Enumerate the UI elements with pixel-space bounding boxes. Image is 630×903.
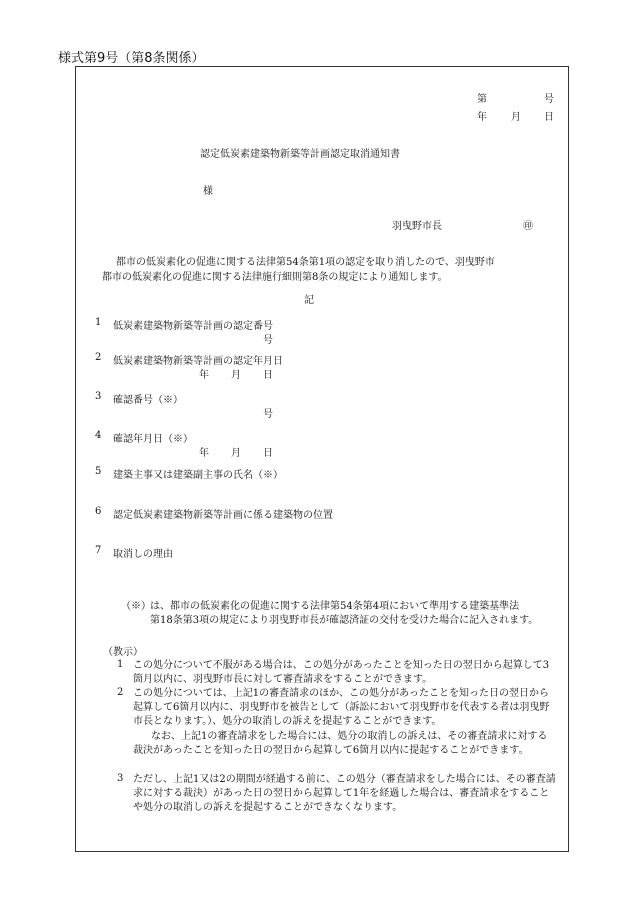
item-4-day: 日: [263, 448, 273, 459]
item-2-label: 低炭素建築物新築等計画の認定年月日: [113, 356, 283, 367]
item-4-month: 月: [231, 448, 241, 459]
number-dai: 第: [477, 94, 487, 105]
instruction-1-text: この処分について不服がある場合は、この処分があったことを知った日の翌日から起算して3箇月以内に、羽曳野市長に対して審査請求をすることができます。: [133, 660, 550, 685]
item-3-go: 号: [263, 409, 273, 420]
item-4-num: 4: [95, 430, 102, 441]
item-7-label: 取消しの理由: [113, 549, 173, 560]
instruction-2-text: この処分については、上記1の審査請求のほか、この処分があったことを知った日の翌日から起算して6箇月以内に、羽曳野市を被告として（訴訟において羽曳野市を代表する者は羽曳野市長となります。）、処分の取消しの訴えを提起することができます。: [133, 688, 550, 727]
sender-name: 羽曳野市長: [392, 221, 442, 232]
addressee-sama: 様: [203, 186, 213, 197]
instruction-1-num: 1: [117, 659, 124, 670]
body-line-2: 都市の低炭素化の促進に関する法律施行細則第8条の規定により通知します。: [102, 272, 448, 283]
note-line-1: は、都市の低炭素化の促進に関する法律第54条第4項において準用する建築基準法: [150, 601, 520, 612]
item-5-num: 5: [95, 466, 102, 477]
date-year: 年: [477, 112, 487, 123]
item-1-go: 号: [263, 335, 273, 346]
item-2-num: 2: [95, 352, 102, 363]
item-3-label: 確認番号（※）: [113, 395, 183, 406]
item-7-num: 7: [95, 545, 102, 556]
date-month: 月: [511, 112, 521, 123]
note-mark: （※）: [121, 601, 151, 612]
item-4-year: 年: [199, 448, 209, 459]
instruction-2-note-text: なお、上記1の審査請求をした場合には、処分の取消しの訴えは、その審査請求に対する裁決があったことを知った日の翌日から起算して6箇月以内に提起することができます。: [133, 731, 548, 756]
ki-heading: 記: [304, 295, 314, 306]
instruction-3-text: ただし、上記1又は2の期間が経過する前に、この処分（審査請求をした場合には、その審査請求に対する裁決）があった日の翌日から起算して1年を経過した場合は、審査請求をすることや処分の取消しの訴えを提起することができなくなります。: [133, 774, 556, 813]
item-1-num: 1: [95, 317, 102, 328]
item-6-label: 認定低炭素建築物新築等計画に係る建築物の位置: [113, 510, 333, 521]
document-title: 認定低炭素建築物新築等計画認定取消通知書: [200, 149, 400, 160]
number-go: 号: [544, 94, 554, 105]
body-line-1: 都市の低炭素化の促進に関する法律第54条第1項の認定を取り消したので、羽曳野市: [116, 257, 495, 268]
item-5-label: 建築主事又は建築副主事の氏名（※）: [113, 470, 283, 481]
form-number: 様式第9号（第8条関係）: [58, 51, 205, 66]
item-4-label: 確認年月日（※）: [113, 434, 193, 445]
instruction-2-num: 2: [117, 687, 124, 698]
item-3-num: 3: [95, 391, 102, 402]
instruction-heading: （教示）: [103, 647, 143, 658]
date-day: 日: [544, 112, 554, 123]
note-line-2: 第18条第3項の規定により羽曳野市長が確認済証の交付を受けた場合に記入されます。: [150, 615, 539, 626]
instruction-3-num: 3: [117, 773, 124, 784]
item-6-num: 6: [95, 506, 102, 517]
item-2-month: 月: [231, 370, 241, 381]
item-1-label: 低炭素建築物新築等計画の認定番号: [113, 321, 273, 332]
seal-mark: ㊞: [523, 221, 533, 232]
item-2-year: 年: [199, 370, 209, 381]
item-2-day: 日: [263, 370, 273, 381]
